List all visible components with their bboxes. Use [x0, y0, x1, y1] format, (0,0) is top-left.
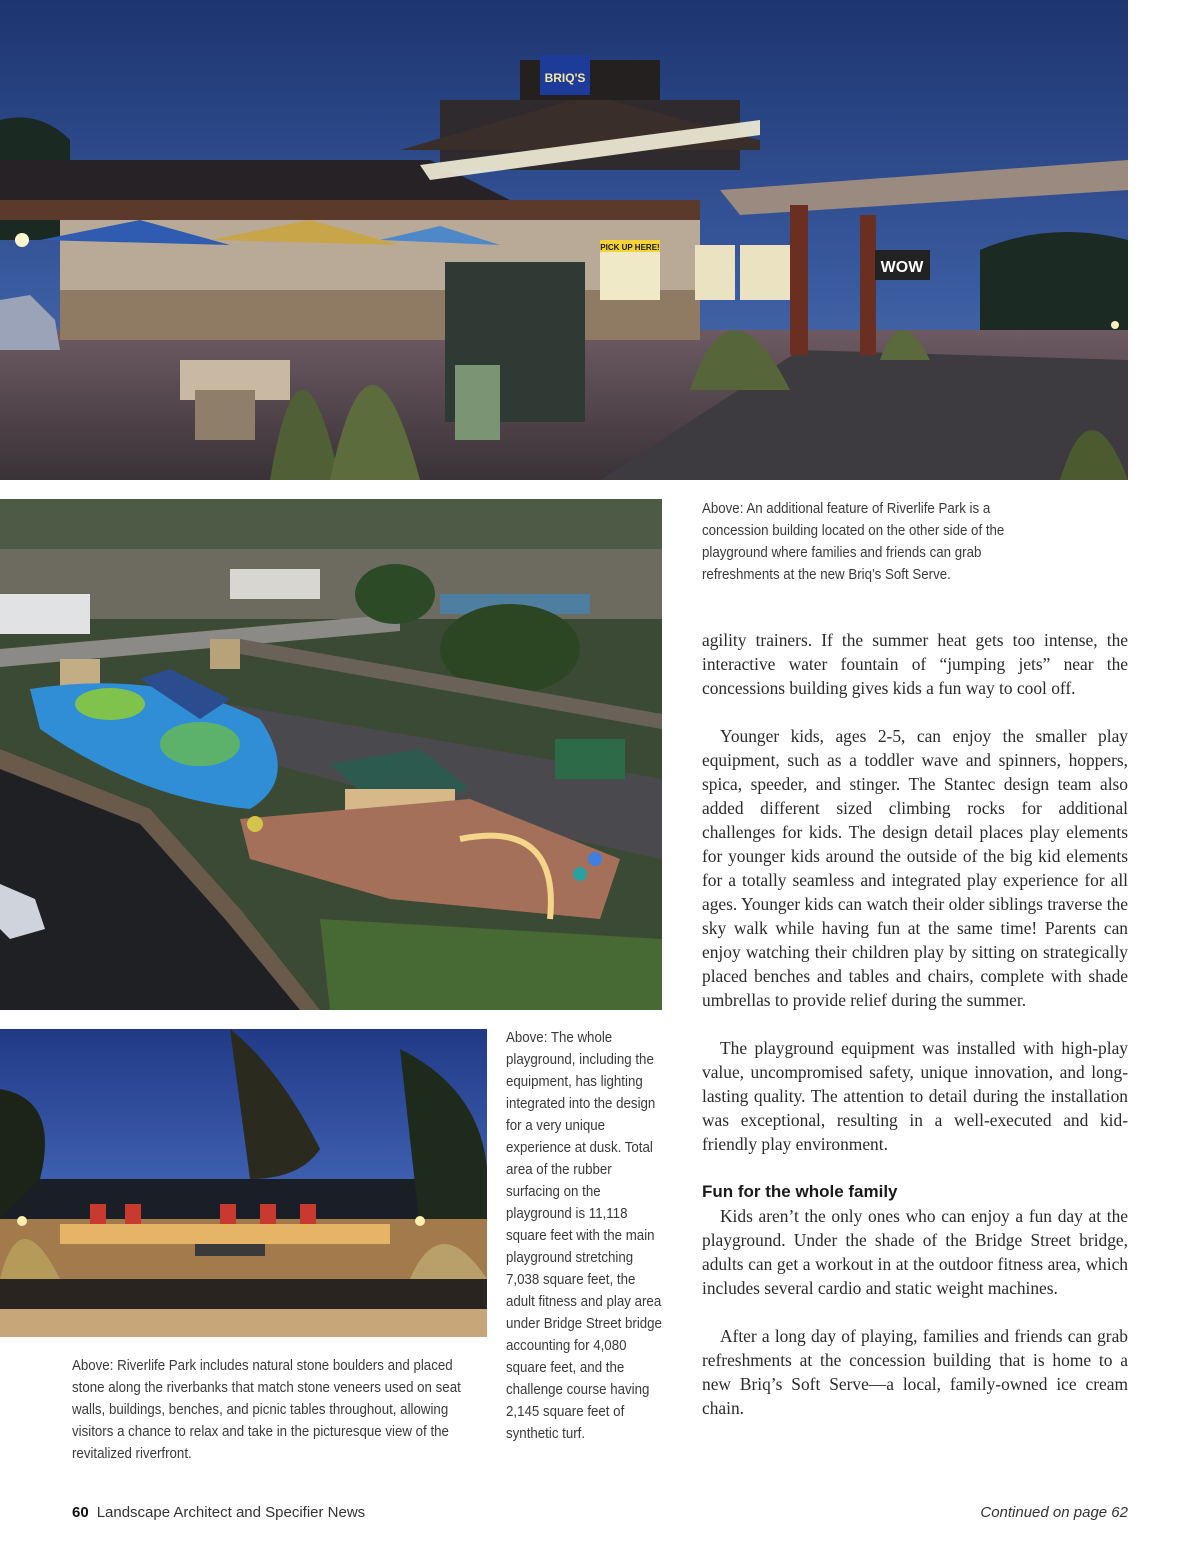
section-heading: Fun for the whole family	[702, 1182, 898, 1201]
caption-playground: Above: The whole playground, including the equipment, has lighting integrated into the design for a very unique experience at dusk. Total area of the rubber surfacing on the playground is 11,118 square feet with the main playground stretching 7,038 square feet, the adult fitness and play area under Bridge Street bridge accounting for 4,080 square feet, and the challenge course having 2,145 square feet of synthetic turf.	[506, 1030, 662, 1442]
article-paragraph-4: Kids aren’t the only ones who can enjoy a fun day at the playground. Under the shade of the Bridge Street bridge, adults can get a workout in at the outdoor fitness area, which includes several cardio and static weight machines.	[702, 1206, 1128, 1298]
continued-note: Continued on page 62	[980, 1504, 1128, 1521]
concession-building-photo	[0, 0, 1128, 480]
article-body	[702, 628, 1128, 1444]
playground-aerial-photo	[0, 499, 662, 1010]
page-footer-left	[72, 1504, 365, 1521]
wow-sign: WOW	[880, 259, 924, 276]
caption-seating: Above: Riverlife Park includes natural stone boulders and placed stone along the riverbanks that match stone veneers used on seat walls, buildings, benches, and picnic tables throughout, allowing visitors a chance to relax and take in the picturesque view of the revitalized riverfront.	[72, 1358, 461, 1462]
page-number: 60	[72, 1504, 89, 1521]
article-paragraph-1: agility trainers. If the summer heat gets too intense, the interactive water fountain of “jumping jets” near the concessions building gives kids a fun way to cool off.	[702, 630, 1128, 698]
article-paragraph-2: Younger kids, ages 2-5, can enjoy the smaller play equipment, such as a toddler wave and spinners, hoppers, spica, speeder, and stinger. The Stantec design team also added different sized climbing rocks for additional challenges for kids. The design detail places play elements for younger kids around the outside of the big kid elements for a totally seamless and integrated play experience for all ages. Younger kids can watch their older siblings traverse the sky walk while having fun at the same time! Parents can enjoy watching their children play by sitting on strategically placed benches and tables and chairs, complete with shade umbrellas to provide relief during the summer.	[702, 726, 1128, 1010]
riverfront-seating-photo	[0, 1029, 487, 1337]
caption-concession: Above: An additional feature of Riverlife Park is a concession building located on the other side of the playground where families and friends can grab refreshments at the new Briq’s Soft Serve.	[702, 501, 1005, 583]
article-paragraph-3: The playground equipment was installed with high-play value, uncompromised safety, unique innovation, and long-lasting quality. The attention to detail during the installation was exceptional, resulting in a well-executed and kid-friendly play environment.	[702, 1038, 1128, 1154]
article-paragraph-5: After a long day of playing, families and friends can grab refreshments at the concession building that is home to a new Briq’s Soft Serve—a local, family-owned ice cream chain.	[702, 1326, 1128, 1418]
briqs-sign: BRIQ'S	[544, 71, 586, 85]
pickup-sign: PICK UP HERE!	[600, 243, 660, 252]
publication-name: Landscape Architect and Specifier News	[96, 1504, 366, 1521]
